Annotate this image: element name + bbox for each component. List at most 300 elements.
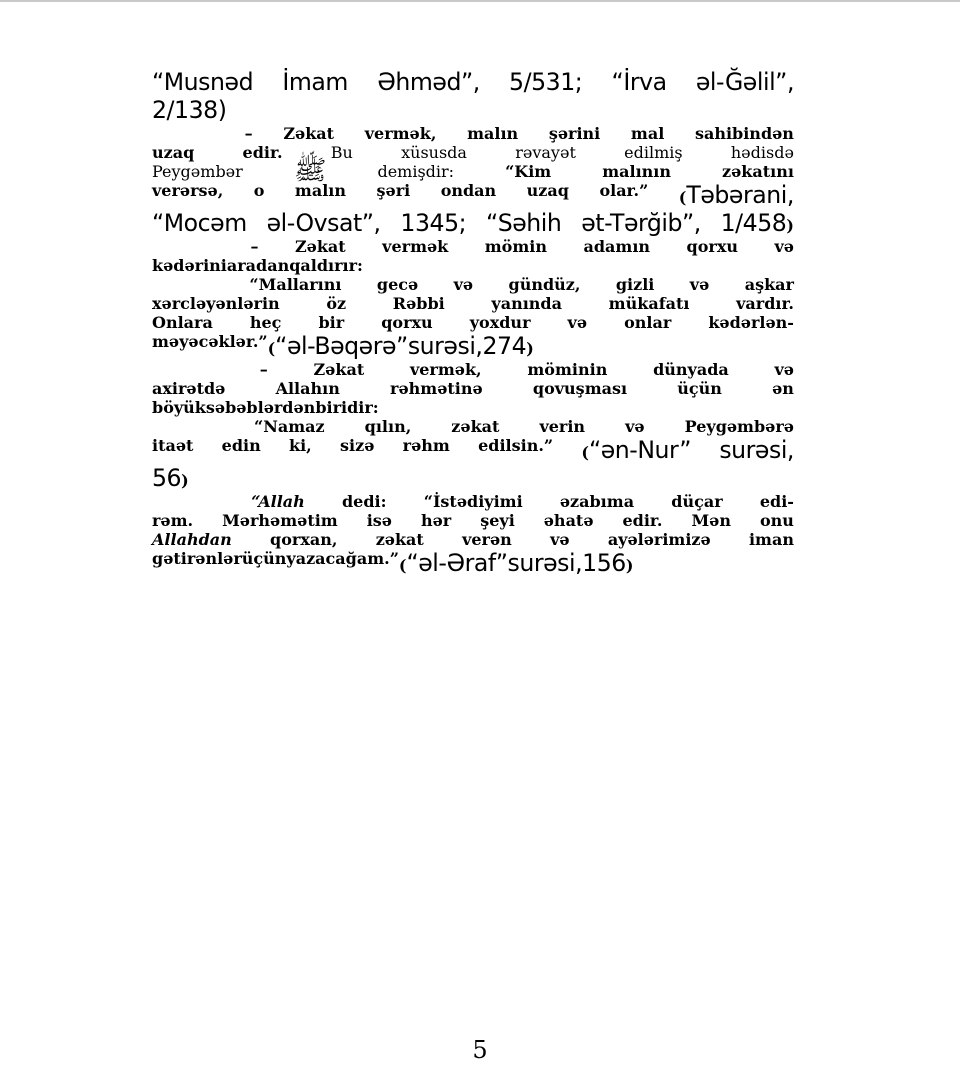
word (340, 436, 374, 464)
word (381, 313, 432, 332)
word (731, 143, 794, 162)
text-run: əzabıma (559, 492, 635, 511)
text-run: Peygəmbərə (684, 417, 794, 436)
word (315, 398, 378, 417)
text-run: qılın, (364, 417, 412, 436)
word (722, 162, 794, 181)
text-run: bir (318, 313, 345, 332)
word (721, 209, 794, 237)
word (616, 275, 655, 294)
text-run: ) (786, 216, 794, 235)
text-run: gecə (376, 275, 419, 294)
word (331, 143, 353, 162)
text-run: Zəkat (294, 237, 346, 256)
word (152, 143, 194, 162)
text-run: rəvayət (515, 143, 576, 162)
text-run: verən (462, 530, 512, 549)
text-line (152, 209, 794, 237)
text-run: şeyi (480, 511, 515, 530)
text-run: verərsə, (152, 181, 224, 200)
word (539, 417, 585, 436)
text-line (152, 549, 794, 577)
text-run: verin (539, 417, 586, 436)
paragraph-indent (152, 124, 214, 143)
text-run: üçün (241, 549, 287, 568)
word (509, 275, 581, 294)
text-run: öz (326, 294, 347, 313)
word (152, 436, 193, 464)
text-run: gündüz, (508, 275, 581, 294)
word: “İrva (611, 68, 667, 96)
text-run: edir. (242, 143, 283, 162)
word (283, 124, 334, 143)
word (622, 511, 662, 530)
word (462, 530, 512, 549)
text-run: hədisdə (730, 143, 794, 162)
text-run: şərini (548, 124, 601, 143)
word (608, 530, 711, 549)
text-run: və (625, 417, 645, 436)
text-run: ) (526, 339, 534, 358)
text-run: qorxu (381, 313, 433, 332)
word (152, 256, 227, 275)
text-run: malın (294, 181, 347, 200)
text-run: “əl-Əraf” (406, 549, 508, 577)
text-line (152, 398, 794, 417)
text-run: Allahın (275, 379, 340, 398)
word (549, 124, 600, 143)
word (152, 530, 232, 549)
text-run: iman (748, 530, 794, 549)
text-run: edin (221, 436, 261, 455)
word (399, 549, 508, 577)
word (393, 294, 445, 313)
text-run: ən (772, 379, 794, 398)
word: əl-Ğəlil”, (695, 68, 794, 96)
text-run: edilsin.” (478, 436, 554, 455)
text-run: sizə (340, 436, 375, 455)
word (401, 143, 467, 162)
text-run: və (453, 275, 474, 294)
text-run: “ən-Nur” (588, 436, 692, 464)
text-run: ki, (289, 436, 312, 455)
word (270, 530, 337, 549)
word (470, 313, 531, 332)
word (245, 124, 253, 143)
text-run: düçar (671, 492, 723, 511)
word (377, 275, 418, 294)
text-run: ayələrimizə (607, 530, 711, 549)
word (152, 511, 193, 530)
text-run: və (774, 360, 794, 379)
word (365, 417, 412, 436)
word (677, 379, 722, 398)
text-run: qaldırır: (289, 256, 363, 275)
word (582, 549, 633, 577)
text-run: yanında (491, 294, 562, 313)
text-run: əl-Ovsat”, (266, 209, 381, 237)
text-run: dünyada (653, 360, 729, 379)
text-run: və (774, 237, 794, 256)
text-run: zəkatını (722, 162, 794, 181)
paragraph (152, 275, 794, 360)
text-run: sahibindən (694, 124, 794, 143)
paragraph (152, 124, 794, 237)
word (515, 143, 576, 162)
word (152, 162, 243, 181)
text-run: aşkar (744, 275, 794, 294)
word (478, 436, 553, 464)
text-run: surəsi, (407, 332, 483, 360)
text-run: “Mocəm (152, 209, 247, 237)
word: 5/531; (509, 68, 583, 96)
word (736, 294, 794, 313)
text-run: gətirənlər (152, 549, 242, 568)
word (467, 124, 518, 143)
page-top-rule (0, 0, 960, 2)
text-line (152, 237, 794, 256)
text-run: dedi: (341, 492, 387, 511)
word (483, 332, 534, 360)
text-run: böyük (152, 398, 206, 417)
text-run: ) (181, 471, 189, 490)
text-column (152, 68, 794, 577)
word (599, 181, 648, 209)
text-line (152, 417, 794, 436)
word (760, 492, 794, 511)
text-run: “İstədiyimi (423, 492, 523, 511)
text-run: – (250, 237, 259, 256)
text-run: vermək, (409, 360, 482, 379)
text-run: mal (630, 124, 665, 143)
text-run: rəhm (402, 436, 450, 455)
text-run: vardır. (736, 294, 794, 313)
word (289, 256, 363, 275)
word (267, 209, 381, 237)
text-run: 156 (582, 549, 626, 577)
text-run: zəkat (375, 530, 424, 549)
word: “Musnəd (152, 68, 254, 96)
word (568, 313, 587, 332)
text-run: axirətdə (152, 379, 226, 398)
word (376, 530, 424, 549)
text-run: yoxdur (469, 313, 531, 332)
text-run: “Allah (251, 492, 305, 511)
text-run: 56 (152, 464, 182, 492)
text-run: üçün (677, 379, 722, 398)
text-run: Rəbbi (392, 294, 445, 313)
word (624, 313, 671, 332)
word (289, 436, 312, 464)
text-run: yazacağam.” (286, 549, 399, 568)
word (602, 162, 671, 181)
text-run: kədərlən- (708, 313, 794, 332)
text-run: heç (249, 313, 282, 332)
text-run: əhatə (543, 511, 594, 530)
word (774, 237, 793, 256)
text-run: Mərhəmətim (222, 511, 338, 530)
text-run: və (567, 313, 588, 332)
word (318, 313, 344, 332)
word (749, 530, 794, 549)
text-run: – (259, 360, 268, 379)
word (242, 549, 287, 577)
paragraph (152, 68, 794, 124)
word (527, 360, 607, 379)
paragraph (152, 237, 794, 275)
text-line (152, 464, 794, 492)
word (581, 209, 701, 237)
word (382, 237, 448, 256)
word: 2/138) (152, 96, 227, 124)
text-run: vermək, (364, 124, 437, 143)
word (250, 313, 282, 332)
text-run: ( (581, 443, 589, 462)
text-run: və (550, 530, 570, 549)
text-run: isə (366, 511, 392, 530)
word (377, 181, 411, 209)
text-run: “Səhih (485, 209, 562, 237)
word (152, 464, 189, 492)
text-run: “əl-Bəqərə” (275, 332, 408, 360)
text-run: xərcləyənlərin (152, 294, 280, 313)
text-run: Təbərani, (686, 181, 794, 209)
text-run: xüsusda (401, 143, 467, 162)
text-run: biridir: (315, 398, 379, 417)
word (410, 360, 482, 379)
text-line (152, 492, 794, 511)
text-run: qorxan, (270, 530, 338, 549)
word (671, 492, 722, 511)
word (581, 436, 691, 464)
word (550, 530, 569, 549)
word (268, 332, 408, 360)
text-run: Zəkat (313, 360, 365, 379)
text-line (152, 436, 794, 464)
word (624, 143, 682, 162)
word (775, 360, 794, 379)
word (390, 379, 483, 398)
word (454, 275, 473, 294)
text-run: olar.” (599, 181, 649, 200)
text-run: o (253, 181, 265, 200)
text-run: ( (267, 339, 276, 358)
word (691, 511, 731, 530)
text-run: “Mallarını (249, 275, 342, 294)
word (527, 181, 569, 209)
text-run: Peygəmbər (152, 162, 243, 181)
word (206, 398, 315, 417)
word (772, 379, 794, 398)
word (760, 511, 794, 530)
word (544, 511, 594, 530)
word (690, 275, 709, 294)
text-run: uzaq (526, 181, 569, 200)
word (745, 275, 794, 294)
word (227, 256, 289, 275)
text-line (152, 511, 794, 530)
text-run: aradan (226, 256, 290, 275)
word (152, 313, 213, 332)
page-number: 5 (472, 1036, 488, 1064)
word (451, 417, 499, 436)
text-run: qovuşması (532, 379, 628, 398)
word (560, 492, 634, 511)
paragraph (152, 417, 794, 492)
word (377, 162, 454, 181)
text-run: və (689, 275, 710, 294)
word (152, 549, 242, 577)
text-line (152, 275, 794, 294)
paragraph-indent (152, 275, 214, 294)
word (295, 237, 346, 256)
word (708, 313, 794, 332)
word (408, 332, 483, 360)
text-run: “Namaz (254, 417, 325, 436)
text-run: surəsi, (719, 436, 794, 464)
text-run: demişdir: (377, 162, 455, 181)
word (421, 511, 451, 530)
paragraph (152, 360, 794, 417)
text-run: qorxu (686, 237, 738, 256)
text-run: surəsi, (507, 549, 583, 577)
word (249, 275, 341, 294)
text-run: rəhmətinə (390, 379, 483, 398)
word (480, 511, 515, 530)
text-run: zəkat (451, 417, 500, 436)
text-run: Mən (691, 511, 731, 530)
word (342, 492, 387, 511)
word (326, 294, 346, 313)
text-line (152, 68, 794, 96)
word (152, 332, 268, 360)
text-run: ( (398, 556, 407, 575)
text-run: edir. (622, 511, 663, 530)
paragraph-indent (152, 237, 214, 256)
text-run: ət-Tərğib”, (581, 209, 701, 237)
word (719, 436, 794, 464)
word (152, 379, 225, 398)
word (533, 379, 627, 398)
text-run: edilmiş (624, 143, 683, 162)
text-run: malının (602, 162, 672, 181)
word (251, 492, 305, 511)
word (222, 511, 338, 530)
text-line (152, 379, 794, 398)
word (286, 549, 398, 577)
text-line (152, 294, 794, 313)
word (152, 294, 280, 313)
word (152, 209, 247, 237)
text-run: “Kim (505, 162, 552, 181)
word (314, 360, 365, 379)
text-run: onlar (624, 313, 672, 332)
word (609, 294, 690, 313)
word (486, 209, 561, 237)
word (505, 162, 551, 181)
text-run: edi- (759, 492, 794, 511)
word (631, 124, 664, 143)
paragraph (152, 492, 794, 577)
text-run: rəm. (152, 511, 194, 530)
text-run: 274 (482, 332, 527, 360)
word (685, 417, 794, 436)
word (583, 237, 650, 256)
text-run: mükafatı (608, 294, 690, 313)
paragraph-indent (152, 417, 214, 436)
text-run: 1345; (400, 209, 467, 237)
text-line (152, 155, 794, 186)
word (276, 379, 340, 398)
word (254, 181, 265, 209)
word (293, 155, 327, 186)
paragraph-indent (152, 492, 214, 511)
word (152, 398, 206, 417)
word (367, 511, 392, 530)
text-run: kədərini (152, 256, 227, 275)
word (653, 360, 729, 379)
word (365, 124, 437, 143)
text-run: vermək (382, 237, 449, 256)
word (260, 360, 268, 379)
word (687, 237, 738, 256)
text-run: ﷺ (293, 155, 327, 186)
word: Əhməd”, (377, 68, 480, 96)
text-line (152, 124, 794, 143)
text-run: Zəkat (283, 124, 335, 143)
text-line (152, 313, 794, 332)
text-run: 1/458 (720, 209, 787, 237)
word (250, 237, 258, 256)
text-run: möminin (527, 360, 608, 379)
word (295, 181, 346, 209)
word (254, 417, 325, 436)
text-run: adamın (583, 237, 651, 256)
word (695, 124, 794, 143)
text-run: ondan (440, 181, 497, 200)
word (508, 549, 583, 577)
text-run: gizli (615, 275, 655, 294)
text-run: ( (678, 188, 687, 207)
word (403, 436, 450, 464)
word (243, 143, 283, 162)
paragraph-indent (152, 360, 214, 379)
word (679, 181, 794, 209)
text-run: malın (467, 124, 519, 143)
text-run: şəri (376, 181, 411, 200)
text-run: ) (625, 556, 634, 575)
word (424, 492, 523, 511)
word: İmam (282, 68, 348, 96)
word (400, 209, 466, 237)
text-run: Onlara (152, 313, 213, 332)
word (222, 436, 261, 464)
text-run: Allahdan (152, 530, 232, 549)
text-line (152, 332, 794, 360)
text-line (152, 143, 794, 162)
word (485, 237, 547, 256)
text-run: Bu (330, 143, 353, 162)
text-line (152, 96, 794, 124)
text-line (152, 256, 794, 275)
text-run: səbəblərdən (205, 398, 316, 417)
text-line (152, 360, 794, 379)
text-run: uzaq (152, 143, 195, 162)
word (441, 181, 497, 209)
text-run: itaət (152, 436, 194, 455)
text-run: – (244, 124, 253, 143)
text-line (152, 530, 794, 549)
